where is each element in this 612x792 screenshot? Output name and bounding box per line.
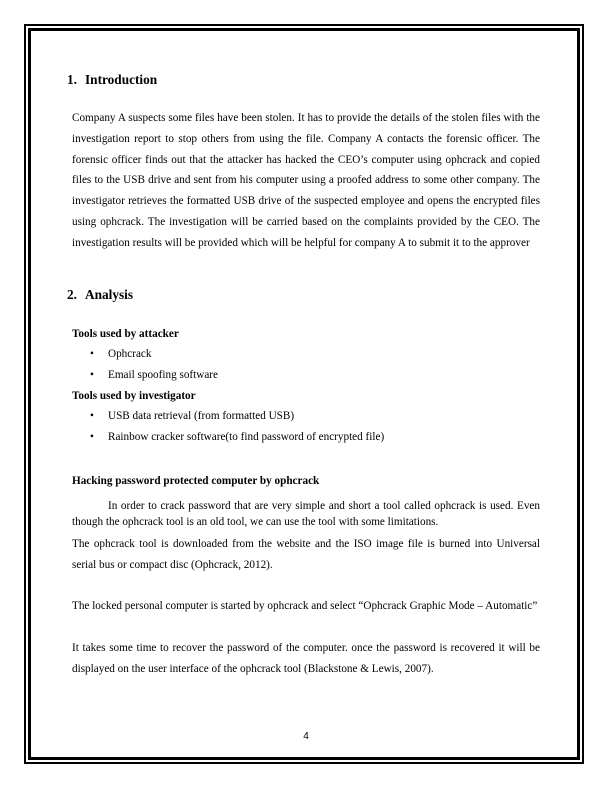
hacking-paragraph-4: It takes some time to recover the password of the computer. once the password is recovered it will be displayed on the user interface of the ophcrack tool (Blackstone & Lewis, 2007).: [72, 642, 540, 675]
list-item: • Email spoofing software: [90, 369, 218, 381]
hacking-paragraph-3: The locked personal computer is started by ophcrack and select “Ophcrack Graphic Mode – Automatic”: [72, 600, 538, 612]
bullet-icon: •: [90, 348, 94, 360]
hacking-heading: Hacking password protected computer by ophcrack: [72, 475, 320, 487]
bullet-icon: •: [90, 431, 94, 443]
introduction-heading: [67, 72, 157, 88]
list-item: • Ophcrack: [90, 348, 152, 360]
bullet-icon: •: [90, 410, 94, 422]
analysis-heading: [67, 287, 133, 303]
analysis-title: Analysis: [85, 287, 134, 302]
bullet-icon: •: [90, 369, 94, 381]
introduction-paragraph: Company A suspects some files have been stolen. It has to provide the details of the stolen files with the investigation report to stop others from using the file. Company A contacts the forensic officer. The forensic officer finds out that the attacker has hacked the CEO’s computer using ophcrack and copied files to the USB drive and sent from his computer using a proofed address to some other company. The investigator retrieves the formatted USB drive of the suspected employee and opens the encrypted files using ophcrack. The investigation will be carried based on the complaints provided by the CEO. The investigation results will be provided which will be helpful for company A to submit it to the approver: [72, 112, 540, 249]
list-item: • Rainbow cracker software(to find password of encrypted file): [90, 431, 385, 443]
hacking-paragraph-2: The ophcrack tool is downloaded from the website and the ISO image file is burned into Universal serial bus or compact disc (Ophcrack, 2012).: [72, 538, 540, 571]
analysis-number: 2.: [67, 287, 77, 302]
list-item: • USB data retrieval (from formatted USB): [90, 410, 295, 422]
page-number: 4: [303, 731, 309, 742]
introduction-title: Introduction: [85, 72, 158, 87]
attacker-tools-heading: Tools used by attacker: [72, 328, 179, 340]
investigator-tools-heading: Tools used by investigator: [72, 390, 196, 402]
introduction-number: 1.: [67, 72, 77, 87]
hacking-paragraph-1: In order to crack password that are very simple and short a tool called ophcrack is used. Even though the ophcrack tool is an old tool, we can use the tool with some limitations.: [72, 500, 540, 528]
